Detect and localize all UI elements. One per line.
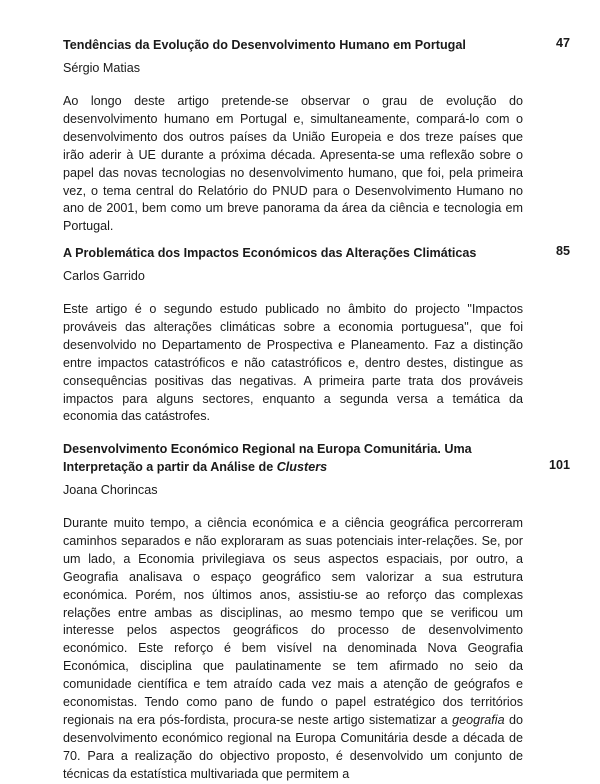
article-title-row bbox=[63, 36, 570, 54]
abstract-text: Durante muito tempo, a ciência económica e a ciência geográfica percorreram caminhos separados e não exploraram as suas potenciais inter-relações. Se, por um lado, a Economia privilegiava os seus aspectos espaciais, por outro, a Geografia analisava o espaço geográfico sem valorizar a sua estrutura económica. Porém, nos últimos anos, assistiu-se ao reforço das complexas relações entre ambas as disciplinas, ao mesmo tempo que se verificou um interesse pelos aspectos geográficos do processo de desenvolvimento económico. Este reforço é bem visível na denominada Nova Geografia Económica, disciplina que paulatinamente se tem afirmado no seio da comunidade científica e tem atraído cada vez mais a atenção de geógrafos e economistas. Tendo como pano de fundo o papel estratégico dos territórios regionais na era pós-fordista, procura-se neste artigo sistematizar a bbox=[63, 516, 523, 727]
article-title bbox=[63, 440, 523, 476]
article-title-italic: Clusters bbox=[276, 460, 328, 474]
page-number: 101 bbox=[548, 458, 570, 472]
article-title: A Problemática dos Impactos Económicos das Alterações Climáticas bbox=[63, 246, 477, 260]
abstract-italic-text: geografia bbox=[452, 712, 505, 727]
article-entry bbox=[63, 440, 570, 784]
abstract-text: do desenvolvimento económico regional na Europa Comunitária desde a década de 70. Para a realização do objectivo proposto, é desenvolvido um conjunto de técnicas da estatística multivariada que permitem a bbox=[63, 712, 524, 781]
article-author: Joana Chorincas bbox=[63, 483, 158, 497]
article-author: Carlos Garrido bbox=[63, 269, 145, 283]
article-title-row bbox=[63, 440, 570, 476]
article-abstract: Ao longo deste artigo pretende-se observar o grau de evolução do desenvolvimento humano em Portugal e, simultaneamente, compará-lo com o desenvolvimento dos outros países da União Europeia e dos treze países que irão aderir à UE durante a próxima década. Apresenta-se uma reflexão sobre o papel das novas tecnologias no desenvolvimento humano, que foi, pela primeira vez, o tema central do Relatório do PNUD para o Desenvolvimento Humano no ano de 2001, bem como um breve panorama da área da ciência e tecnologia em Portugal. bbox=[63, 94, 523, 234]
article-entry bbox=[63, 36, 570, 236]
article-entry bbox=[63, 244, 570, 426]
article-title-text: Desenvolvimento Económico Regional na Europa Comunitária. Uma Interpretação a partir da Análise de bbox=[63, 442, 472, 474]
article-author: Sérgio Matias bbox=[63, 61, 140, 75]
page-number: 47 bbox=[555, 36, 570, 50]
article-abstract: Este artigo é o segundo estudo publicado no âmbito do projecto "Impactos prováveis das alterações climáticas sobre a economia portuguesa", que foi desenvolvido no Departamento de Prospectiva e Planeamento. Faz a distinção entre impactos catastróficos e não catastróficos e, dentro destes, distingue as consequências positivas das negativas. A primeira parte trata dos prováveis impactos para alguns sectores, enquanto a segunda versa a temática da economia das catástrofes. bbox=[63, 302, 523, 424]
article-title-row bbox=[63, 244, 570, 262]
article-abstract bbox=[63, 515, 523, 784]
article-title: Tendências da Evolução do Desenvolvimento Humano em Portugal bbox=[63, 38, 466, 52]
page-number: 85 bbox=[555, 244, 570, 258]
